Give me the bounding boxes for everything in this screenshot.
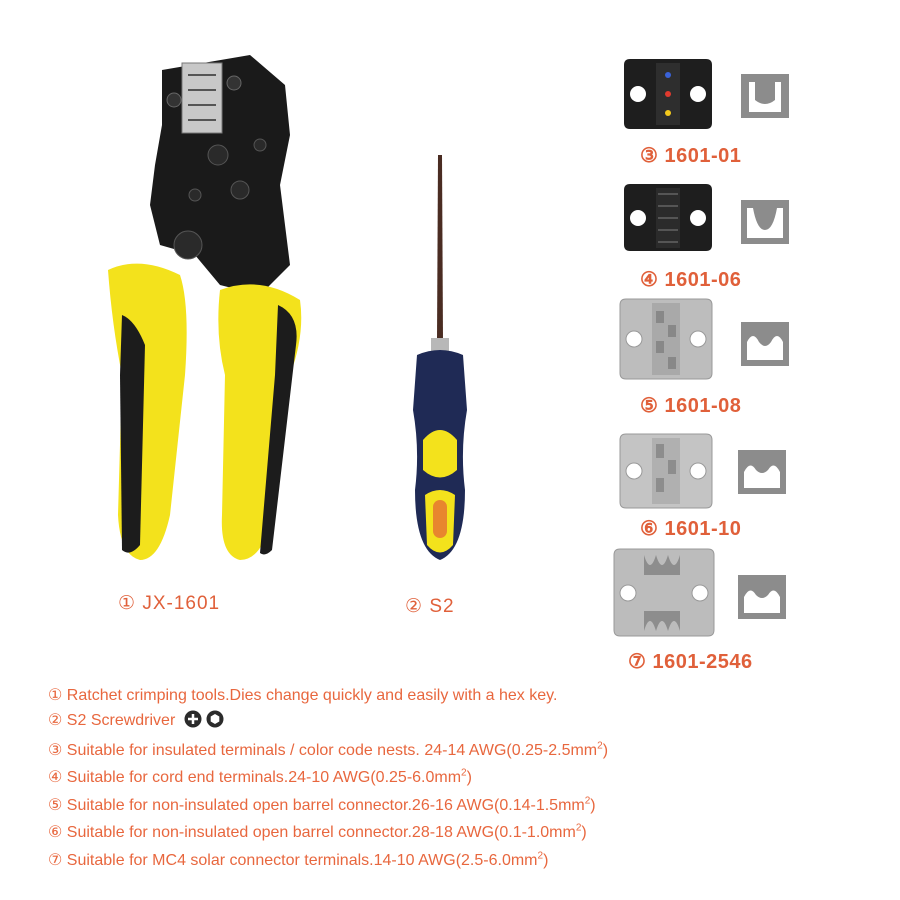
superscript: 2	[461, 767, 467, 779]
description-text: Suitable for cord end terminals.24-10 AWG(0.25-6.0mm	[66, 769, 462, 786]
description-3	[48, 740, 608, 760]
die-code: 1601-08	[664, 395, 742, 417]
die-1601-01-image	[622, 55, 714, 133]
die-number: ⑥	[640, 518, 659, 540]
description-tail: )	[543, 852, 549, 869]
description-6	[48, 822, 587, 842]
tool-label-jx-1601	[118, 592, 220, 615]
tool-code: JX-1601	[142, 593, 221, 614]
description-number: ②	[48, 712, 63, 729]
description-text: Suitable for insulated terminals / color code nests. 24-14 AWG(0.25-2.5mm	[66, 742, 598, 759]
description-number: ⑥	[48, 824, 63, 841]
die-label-1601-01	[640, 143, 741, 168]
tool-number: ②	[405, 596, 424, 617]
profile-1601-06-icon	[741, 200, 789, 244]
description-1	[48, 685, 557, 705]
description-number: ④	[48, 769, 63, 786]
description-text: Suitable for non-insulated open barrel connector.26-16 AWG(0.14-1.5mm	[66, 797, 585, 814]
description-4	[48, 767, 472, 787]
profile-1601-2546-icon	[738, 575, 786, 619]
description-number: ⑦	[48, 852, 63, 869]
die-code: 1601-06	[664, 269, 742, 291]
description-number: ③	[48, 742, 63, 759]
die-label-1601-06	[640, 267, 741, 292]
screwdriver-icon	[395, 150, 485, 570]
description-text: Suitable for non-insulated open barrel connector.28-18 AWG(0.1-1.0mm	[66, 824, 576, 841]
die-number: ⑦	[628, 651, 647, 673]
description-tail: )	[590, 797, 596, 814]
die-1601-06-image	[622, 180, 714, 255]
description-5	[48, 795, 596, 815]
superscript: 2	[597, 740, 603, 752]
die-code: 1601-01	[664, 145, 742, 167]
description-text: Suitable for MC4 solar connector terminals.14-10 AWG(2.5-6.0mm	[66, 852, 538, 869]
profile-1601-08-icon	[741, 322, 789, 366]
die-label-1601-10	[640, 516, 741, 541]
superscript: 2	[537, 850, 544, 862]
tool-code: S2	[429, 596, 455, 617]
screwdriver-image	[395, 150, 485, 570]
description-tail: )	[581, 824, 587, 841]
tool-number: ①	[118, 593, 137, 614]
die-label-1601-08	[640, 393, 741, 418]
die-number: ④	[640, 269, 659, 291]
description-tail: )	[602, 742, 609, 759]
description-number: ⑤	[48, 797, 63, 814]
die-1601-2546-image	[612, 545, 716, 640]
description-tail: )	[466, 769, 472, 786]
description-text: S2 Screwdriver	[66, 712, 176, 729]
crimping-tool-icon	[100, 45, 320, 575]
superscript: 2	[584, 795, 591, 807]
tool-label-s2	[405, 595, 455, 618]
phillips-head-icon	[184, 710, 202, 728]
profile-1601-01-icon	[741, 74, 789, 118]
description-text: Ratchet crimping tools.Dies change quickly and easily with a hex key.	[66, 687, 558, 704]
profile-1601-10-icon	[738, 450, 786, 494]
superscript: 2	[575, 822, 582, 834]
die-code: 1601-10	[664, 518, 742, 540]
hex-head-icon	[206, 710, 224, 728]
die-label-1601-2546	[628, 649, 753, 674]
die-number: ③	[640, 145, 659, 167]
die-code: 1601-2546	[652, 651, 753, 673]
description-2	[48, 710, 224, 730]
die-1601-10-image	[618, 430, 714, 512]
crimping-tool-image	[100, 45, 320, 575]
description-7	[48, 850, 548, 870]
die-1601-08-image	[618, 295, 714, 383]
die-number: ⑤	[640, 395, 659, 417]
description-number: ①	[48, 687, 63, 704]
